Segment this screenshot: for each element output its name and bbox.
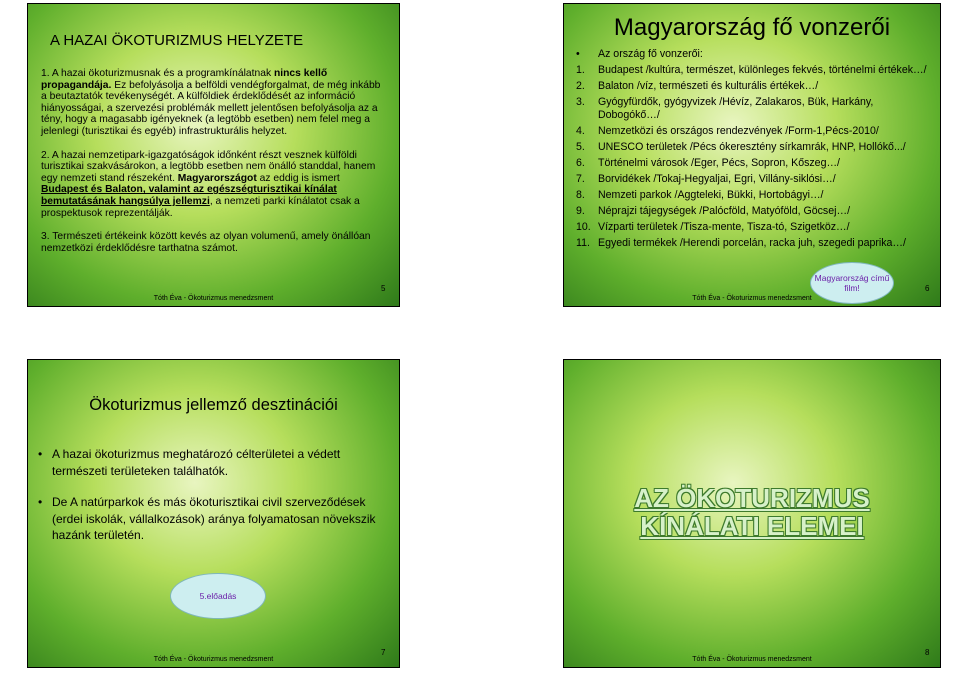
slide-5-body [41, 68, 386, 266]
slide-7-footer: Tóth Éva - Ökoturizmus menedzsment [153, 656, 274, 663]
attraction-item: 7. Borvidékek /Tokaj-Hegyaljai, Egri, Villány-siklósi…/ [576, 172, 836, 185]
slide-6-footer: Tóth Éva - Ökoturizmus menedzsment [692, 295, 812, 302]
slide-8 [563, 359, 941, 668]
paragraph-2: 2. A hazai nemzetipark-igazgatóságok időnként részt vesznek külföldi turisztikai szakvásárokon, a legtöbb esetben nem önálló standdal, hanem egy nemzeti stand részeként. Magyarországot az eddig is ismert Budapest és Balaton, valamint az egészségturisztikai kínálat bemutatásának hangsúlya jellemzi, a nemzeti parki kínálatot csak a prospektusok reprezentálják. [41, 149, 376, 219]
attraction-item: 9. Néprajzi tájegységek /Palócföld, Matyóföld, Göcsej…/ [576, 204, 851, 217]
bullet-2: • De A natúrparkok és más ökoturisztikai civil szerveződések (erdei iskolák, vállalkozások) aránya folyamatosan növekszik hazánk területén. [38, 495, 376, 542]
attraction-item: 2. Balaton /víz, természeti és kulturális értékek…/ [576, 80, 819, 92]
bullet-icon: • [38, 447, 43, 461]
attraction-item: • Az ország fő vonzerői: [576, 48, 703, 60]
bullet-icon: • [38, 495, 43, 509]
slide-5-title: A HAZAI ÖKOTURIZMUS HELYZETE [50, 32, 304, 49]
slide-8-title: AZ ÖKOTURIZMUS KÍNÁLATI ELEMEI [634, 483, 870, 541]
attraction-item: 6. Történelmi városok /Eger, Pécs, Sopron, Kőszeg…/ [576, 156, 841, 169]
attraction-item: 5. UNESCO területek /Pécs ókeresztény sírkamrák, HNP, Hollókő.../ [576, 140, 906, 153]
film-callout-cloud: Magyarország című film! [810, 262, 894, 304]
attraction-item: 10. Vízparti területek /Tisza-mente, Tisza-tó, Szigetköz…/ [576, 220, 850, 233]
slide-6-title: Magyarország fő vonzerői [613, 14, 891, 41]
attractions-list [576, 48, 936, 253]
lecture-callout-cloud: 5.előadás [170, 573, 266, 619]
slide-8-footer: Tóth Éva - Ökoturizmus menedzsment [692, 656, 812, 663]
slide-5 [27, 3, 400, 307]
paragraph-1: 1. A hazai ökoturizmusnak és a programkínálatnak nincs kellő propagandája. Ez befolyásolja a belföldi vendégforgalmat, de még inkább a beutaztatók tevékenységét. A külföldiek érdeklődését az információ hiányosságai, a szervezési problémák mellett jelentősen befolyásolja az a tény, hogy a magasabb igényeknek (a legtöbb esetben) nem felel meg a jelenlegi (turisztikai és egyéb) infrastrukturális helyzet. [41, 68, 381, 137]
slide-5-footer: Tóth Éva - Ökoturizmus menedzsment [153, 295, 274, 302]
page-number-7: 7 [381, 648, 386, 657]
slide-7 [27, 359, 400, 668]
slide-6 [563, 3, 941, 307]
attraction-item: 3. Gyógyfürdők, gyógyvizek /Hévíz, Zalakaros, Bük, Harkány, Dobogókő…/ [576, 96, 874, 121]
bullet-1: • A hazai ökoturizmus meghatározó célterületei a védett természeti területeken találhatók. [38, 447, 341, 478]
page-number-5: 5 [381, 284, 386, 293]
attraction-item: 11. Egyedi termékek /Herendi porcelán, racka juh, szegedi paprika…/ [576, 236, 906, 249]
slide-7-title: Ökoturizmus jellemző desztinációi [89, 396, 338, 414]
page-number-6: 6 [925, 284, 930, 293]
attraction-item: 1. Budapest /kultúra, természet, különleges fekvés, történelmi értékek…/ [576, 64, 927, 76]
attraction-item: 8. Nemzeti parkok /Aggteleki, Bükki, Hortobágyi…/ [576, 188, 824, 201]
attraction-item: 4. Nemzetközi és országos rendezvények /Form-1,Pécs-2010/ [576, 124, 879, 137]
paragraph-3: 3. Természeti értékeink között kevés az olyan volumenű, amely önállóan nemzetközi érdeklődésre tarthatna számot. [41, 231, 371, 254]
page-number-8: 8 [925, 648, 930, 657]
